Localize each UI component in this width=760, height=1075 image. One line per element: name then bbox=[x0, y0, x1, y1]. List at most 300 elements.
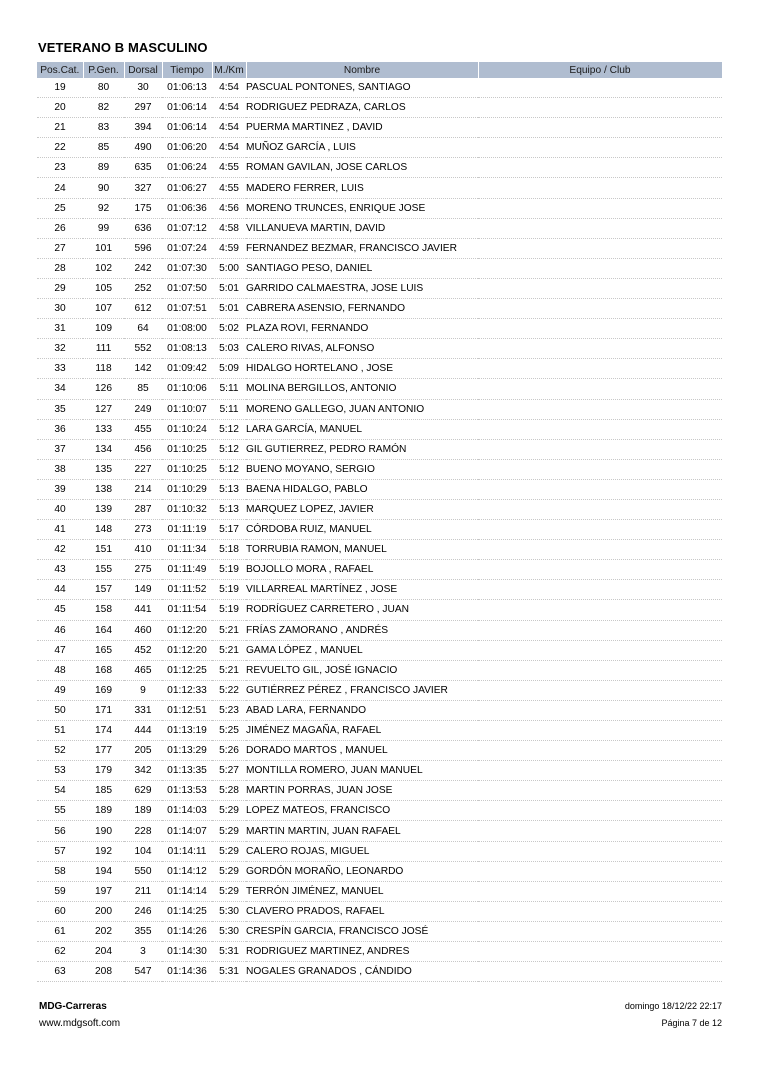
table-row bbox=[37, 761, 722, 781]
table-row bbox=[37, 479, 722, 499]
cell-equipo bbox=[478, 98, 722, 118]
cell-dorsal: 252 bbox=[124, 278, 162, 298]
cell-equipo bbox=[478, 962, 722, 982]
cell-nombre: MARTIN MARTIN, JUAN RAFAEL bbox=[246, 821, 478, 841]
cell-p-gen: 101 bbox=[83, 238, 124, 258]
cell-pos-cat: 46 bbox=[37, 620, 83, 640]
cell-equipo bbox=[478, 921, 722, 941]
cell-pos-cat: 33 bbox=[37, 359, 83, 379]
cell-pos-cat: 45 bbox=[37, 600, 83, 620]
cell-pos-cat: 59 bbox=[37, 881, 83, 901]
cell-pos-cat: 19 bbox=[37, 78, 83, 98]
cell-nombre: ROMAN GAVILAN, JOSE CARLOS bbox=[246, 158, 478, 178]
cell-ritmo: 5:12 bbox=[212, 459, 246, 479]
cell-nombre: SANTIAGO PESO, DANIEL bbox=[246, 258, 478, 278]
cell-nombre: CLAVERO PRADOS, RAFAEL bbox=[246, 901, 478, 921]
cell-nombre: GAMA LÓPEZ , MANUEL bbox=[246, 640, 478, 660]
cell-pos-cat: 22 bbox=[37, 138, 83, 158]
cell-dorsal: 104 bbox=[124, 841, 162, 861]
cell-ritmo: 5:21 bbox=[212, 640, 246, 660]
cell-tiempo: 01:11:49 bbox=[162, 560, 212, 580]
cell-tiempo: 01:12:20 bbox=[162, 620, 212, 640]
cell-tiempo: 01:14:12 bbox=[162, 861, 212, 881]
cell-tiempo: 01:13:35 bbox=[162, 761, 212, 781]
cell-nombre: MARTIN PORRAS, JUAN JOSE bbox=[246, 781, 478, 801]
cell-equipo bbox=[478, 399, 722, 419]
cell-nombre: ABAD LARA, FERNANDO bbox=[246, 700, 478, 720]
cell-p-gen: 83 bbox=[83, 118, 124, 138]
cell-pos-cat: 20 bbox=[37, 98, 83, 118]
cell-pos-cat: 61 bbox=[37, 921, 83, 941]
cell-tiempo: 01:06:13 bbox=[162, 78, 212, 98]
cell-pos-cat: 24 bbox=[37, 178, 83, 198]
cell-equipo bbox=[478, 841, 722, 861]
cell-dorsal: 85 bbox=[124, 379, 162, 399]
cell-p-gen: 85 bbox=[83, 138, 124, 158]
cell-pos-cat: 52 bbox=[37, 741, 83, 761]
cell-equipo bbox=[478, 319, 722, 339]
cell-dorsal: 246 bbox=[124, 901, 162, 921]
cell-dorsal: 452 bbox=[124, 640, 162, 660]
cell-ritmo: 5:23 bbox=[212, 700, 246, 720]
table-row bbox=[37, 721, 722, 741]
cell-equipo bbox=[478, 721, 722, 741]
table-row bbox=[37, 801, 722, 821]
cell-dorsal: 547 bbox=[124, 962, 162, 982]
cell-dorsal: 228 bbox=[124, 821, 162, 841]
cell-p-gen: 105 bbox=[83, 278, 124, 298]
table-row bbox=[37, 881, 722, 901]
cell-p-gen: 174 bbox=[83, 721, 124, 741]
cell-p-gen: 190 bbox=[83, 821, 124, 841]
cell-ritmo: 5:25 bbox=[212, 721, 246, 741]
cell-nombre: BAENA HIDALGO, PABLO bbox=[246, 479, 478, 499]
cell-dorsal: 64 bbox=[124, 319, 162, 339]
cell-equipo bbox=[478, 78, 722, 98]
cell-tiempo: 01:11:52 bbox=[162, 580, 212, 600]
cell-dorsal: 596 bbox=[124, 238, 162, 258]
cell-p-gen: 138 bbox=[83, 479, 124, 499]
cell-nombre: GARRIDO CALMAESTRA, JOSE LUIS bbox=[246, 278, 478, 298]
cell-p-gen: 194 bbox=[83, 861, 124, 881]
table-row bbox=[37, 319, 722, 339]
cell-nombre: MARQUEZ LOPEZ, JAVIER bbox=[246, 499, 478, 519]
cell-dorsal: 331 bbox=[124, 700, 162, 720]
cell-p-gen: 82 bbox=[83, 98, 124, 118]
cell-tiempo: 01:07:12 bbox=[162, 218, 212, 238]
cell-ritmo: 5:00 bbox=[212, 258, 246, 278]
cell-p-gen: 171 bbox=[83, 700, 124, 720]
table-row bbox=[37, 942, 722, 962]
cell-tiempo: 01:06:14 bbox=[162, 98, 212, 118]
cell-nombre: TERRÓN JIMÉNEZ, MANUEL bbox=[246, 881, 478, 901]
cell-equipo bbox=[478, 278, 722, 298]
table-row bbox=[37, 600, 722, 620]
cell-nombre: JIMÉNEZ MAGAÑA, RAFAEL bbox=[246, 721, 478, 741]
cell-pos-cat: 54 bbox=[37, 781, 83, 801]
cell-ritmo: 5:29 bbox=[212, 841, 246, 861]
cell-tiempo: 01:14:03 bbox=[162, 801, 212, 821]
cell-tiempo: 01:12:20 bbox=[162, 640, 212, 660]
cell-ritmo: 4:56 bbox=[212, 198, 246, 218]
cell-nombre: MORENO GALLEGO, JUAN ANTONIO bbox=[246, 399, 478, 419]
cell-p-gen: 165 bbox=[83, 640, 124, 660]
cell-p-gen: 169 bbox=[83, 680, 124, 700]
cell-dorsal: 635 bbox=[124, 158, 162, 178]
table-row bbox=[37, 620, 722, 640]
table-row bbox=[37, 218, 722, 238]
cell-dorsal: 214 bbox=[124, 479, 162, 499]
cell-nombre: MONTILLA ROMERO, JUAN MANUEL bbox=[246, 761, 478, 781]
cell-nombre: BUENO MOYANO, SERGIO bbox=[246, 459, 478, 479]
cell-ritmo: 5:13 bbox=[212, 479, 246, 499]
cell-dorsal: 9 bbox=[124, 680, 162, 700]
cell-tiempo: 01:06:36 bbox=[162, 198, 212, 218]
cell-pos-cat: 31 bbox=[37, 319, 83, 339]
cell-nombre: VILLARREAL MARTÍNEZ , JOSE bbox=[246, 580, 478, 600]
cell-ritmo: 4:59 bbox=[212, 238, 246, 258]
table-row bbox=[37, 680, 722, 700]
cell-p-gen: 164 bbox=[83, 620, 124, 640]
cell-equipo bbox=[478, 560, 722, 580]
cell-pos-cat: 34 bbox=[37, 379, 83, 399]
cell-ritmo: 5:12 bbox=[212, 439, 246, 459]
table-row bbox=[37, 520, 722, 540]
cell-dorsal: 30 bbox=[124, 78, 162, 98]
col-equipo: Equipo / Club bbox=[478, 62, 722, 78]
cell-nombre: NOGALES GRANADOS , CÁNDIDO bbox=[246, 962, 478, 982]
table-row bbox=[37, 921, 722, 941]
cell-nombre: CÓRDOBA RUIZ, MANUEL bbox=[246, 520, 478, 540]
cell-dorsal: 410 bbox=[124, 540, 162, 560]
cell-dorsal: 249 bbox=[124, 399, 162, 419]
cell-nombre: CABRERA ASENSIO, FERNANDO bbox=[246, 299, 478, 319]
cell-equipo bbox=[478, 881, 722, 901]
table-row bbox=[37, 238, 722, 258]
cell-ritmo: 5:17 bbox=[212, 520, 246, 540]
cell-nombre: RODRÍGUEZ CARRETERO , JUAN bbox=[246, 600, 478, 620]
cell-ritmo: 4:54 bbox=[212, 118, 246, 138]
cell-nombre: CALERO RIVAS, ALFONSO bbox=[246, 339, 478, 359]
cell-nombre: REVUELTO GIL, JOSÉ IGNACIO bbox=[246, 660, 478, 680]
cell-dorsal: 273 bbox=[124, 520, 162, 540]
cell-dorsal: 149 bbox=[124, 580, 162, 600]
cell-tiempo: 01:06:20 bbox=[162, 138, 212, 158]
cell-nombre: PUERMA MARTINEZ , DAVID bbox=[246, 118, 478, 138]
col-ritmo: M./Km bbox=[212, 62, 246, 78]
cell-nombre: GIL GUTIERREZ, PEDRO RAMÓN bbox=[246, 439, 478, 459]
cell-pos-cat: 53 bbox=[37, 761, 83, 781]
cell-pos-cat: 49 bbox=[37, 680, 83, 700]
cell-equipo bbox=[478, 801, 722, 821]
cell-dorsal: 211 bbox=[124, 881, 162, 901]
cell-tiempo: 01:11:54 bbox=[162, 600, 212, 620]
cell-dorsal: 550 bbox=[124, 861, 162, 881]
table-row bbox=[37, 499, 722, 519]
cell-pos-cat: 60 bbox=[37, 901, 83, 921]
cell-p-gen: 177 bbox=[83, 741, 124, 761]
cell-pos-cat: 27 bbox=[37, 238, 83, 258]
cell-ritmo: 4:55 bbox=[212, 178, 246, 198]
table-row bbox=[37, 118, 722, 138]
cell-p-gen: 102 bbox=[83, 258, 124, 278]
cell-nombre: FERNANDEZ BEZMAR, FRANCISCO JAVIER bbox=[246, 238, 478, 258]
cell-pos-cat: 28 bbox=[37, 258, 83, 278]
cell-pos-cat: 44 bbox=[37, 580, 83, 600]
cell-tiempo: 01:13:29 bbox=[162, 741, 212, 761]
cell-dorsal: 287 bbox=[124, 499, 162, 519]
cell-tiempo: 01:07:24 bbox=[162, 238, 212, 258]
cell-nombre: PLAZA ROVI, FERNANDO bbox=[246, 319, 478, 339]
cell-tiempo: 01:07:50 bbox=[162, 278, 212, 298]
cell-p-gen: 127 bbox=[83, 399, 124, 419]
cell-dorsal: 394 bbox=[124, 118, 162, 138]
cell-tiempo: 01:13:53 bbox=[162, 781, 212, 801]
table-row bbox=[37, 560, 722, 580]
cell-p-gen: 189 bbox=[83, 801, 124, 821]
cell-ritmo: 5:19 bbox=[212, 580, 246, 600]
table-row bbox=[37, 821, 722, 841]
cell-p-gen: 185 bbox=[83, 781, 124, 801]
cell-dorsal: 275 bbox=[124, 560, 162, 580]
cell-p-gen: 109 bbox=[83, 319, 124, 339]
cell-equipo bbox=[478, 821, 722, 841]
cell-equipo bbox=[478, 700, 722, 720]
table-row bbox=[37, 640, 722, 660]
cell-p-gen: 157 bbox=[83, 580, 124, 600]
cell-tiempo: 01:14:14 bbox=[162, 881, 212, 901]
cell-pos-cat: 29 bbox=[37, 278, 83, 298]
cell-p-gen: 148 bbox=[83, 520, 124, 540]
cell-equipo bbox=[478, 459, 722, 479]
cell-ritmo: 5:21 bbox=[212, 620, 246, 640]
cell-dorsal: 456 bbox=[124, 439, 162, 459]
cell-tiempo: 01:12:25 bbox=[162, 660, 212, 680]
footer-url: www.mdgsoft.com bbox=[39, 1018, 121, 1029]
cell-dorsal: 460 bbox=[124, 620, 162, 640]
cell-pos-cat: 48 bbox=[37, 660, 83, 680]
table-row bbox=[37, 781, 722, 801]
cell-equipo bbox=[478, 359, 722, 379]
cell-equipo bbox=[478, 118, 722, 138]
cell-nombre: GORDÓN MORAÑO, LEONARDO bbox=[246, 861, 478, 881]
category-title: VETERANO B MASCULINO bbox=[38, 40, 208, 55]
cell-tiempo: 01:09:42 bbox=[162, 359, 212, 379]
cell-dorsal: 552 bbox=[124, 339, 162, 359]
cell-tiempo: 01:13:19 bbox=[162, 721, 212, 741]
cell-tiempo: 01:10:32 bbox=[162, 499, 212, 519]
col-nombre: Nombre bbox=[246, 62, 478, 78]
cell-pos-cat: 42 bbox=[37, 540, 83, 560]
cell-pos-cat: 21 bbox=[37, 118, 83, 138]
cell-ritmo: 5:31 bbox=[212, 962, 246, 982]
cell-p-gen: 151 bbox=[83, 540, 124, 560]
cell-pos-cat: 30 bbox=[37, 299, 83, 319]
cell-p-gen: 89 bbox=[83, 158, 124, 178]
cell-tiempo: 01:08:00 bbox=[162, 319, 212, 339]
cell-p-gen: 192 bbox=[83, 841, 124, 861]
col-tiempo: Tiempo bbox=[162, 62, 212, 78]
cell-dorsal: 636 bbox=[124, 218, 162, 238]
cell-equipo bbox=[478, 901, 722, 921]
cell-ritmo: 5:11 bbox=[212, 399, 246, 419]
cell-equipo bbox=[478, 620, 722, 640]
cell-ritmo: 5:18 bbox=[212, 540, 246, 560]
cell-tiempo: 01:06:14 bbox=[162, 118, 212, 138]
cell-equipo bbox=[478, 580, 722, 600]
cell-pos-cat: 51 bbox=[37, 721, 83, 741]
table-row bbox=[37, 861, 722, 881]
cell-tiempo: 01:11:34 bbox=[162, 540, 212, 560]
cell-p-gen: 200 bbox=[83, 901, 124, 921]
cell-p-gen: 99 bbox=[83, 218, 124, 238]
cell-equipo bbox=[478, 680, 722, 700]
cell-tiempo: 01:10:25 bbox=[162, 459, 212, 479]
cell-pos-cat: 25 bbox=[37, 198, 83, 218]
table-row bbox=[37, 580, 722, 600]
cell-p-gen: 126 bbox=[83, 379, 124, 399]
cell-p-gen: 204 bbox=[83, 942, 124, 962]
cell-equipo bbox=[478, 158, 722, 178]
table-row bbox=[37, 841, 722, 861]
cell-p-gen: 139 bbox=[83, 499, 124, 519]
cell-nombre: RODRIGUEZ PEDRAZA, CARLOS bbox=[246, 98, 478, 118]
table-row bbox=[37, 962, 722, 982]
cell-dorsal: 441 bbox=[124, 600, 162, 620]
cell-tiempo: 01:07:51 bbox=[162, 299, 212, 319]
header-row bbox=[37, 62, 722, 78]
cell-dorsal: 242 bbox=[124, 258, 162, 278]
table-row bbox=[37, 379, 722, 399]
cell-equipo bbox=[478, 600, 722, 620]
cell-tiempo: 01:07:30 bbox=[162, 258, 212, 278]
cell-dorsal: 3 bbox=[124, 942, 162, 962]
table-row bbox=[37, 419, 722, 439]
cell-tiempo: 01:10:25 bbox=[162, 439, 212, 459]
cell-equipo bbox=[478, 479, 722, 499]
cell-ritmo: 4:55 bbox=[212, 158, 246, 178]
cell-p-gen: 158 bbox=[83, 600, 124, 620]
cell-equipo bbox=[478, 299, 722, 319]
cell-ritmo: 4:58 bbox=[212, 218, 246, 238]
table-row bbox=[37, 660, 722, 680]
table-row bbox=[37, 299, 722, 319]
cell-ritmo: 5:12 bbox=[212, 419, 246, 439]
cell-equipo bbox=[478, 861, 722, 881]
cell-ritmo: 4:54 bbox=[212, 98, 246, 118]
cell-equipo bbox=[478, 198, 722, 218]
cell-ritmo: 5:29 bbox=[212, 861, 246, 881]
cell-nombre: MADERO FERRER, LUIS bbox=[246, 178, 478, 198]
cell-dorsal: 355 bbox=[124, 921, 162, 941]
cell-pos-cat: 39 bbox=[37, 479, 83, 499]
cell-pos-cat: 43 bbox=[37, 560, 83, 580]
cell-tiempo: 01:06:24 bbox=[162, 158, 212, 178]
table-row bbox=[37, 278, 722, 298]
results-table bbox=[37, 62, 723, 982]
cell-dorsal: 205 bbox=[124, 741, 162, 761]
footer-date: domingo 18/12/22 22:17 bbox=[624, 1001, 722, 1011]
cell-p-gen: 107 bbox=[83, 299, 124, 319]
cell-tiempo: 01:10:06 bbox=[162, 379, 212, 399]
cell-pos-cat: 47 bbox=[37, 640, 83, 660]
cell-equipo bbox=[478, 439, 722, 459]
cell-dorsal: 142 bbox=[124, 359, 162, 379]
cell-equipo bbox=[478, 520, 722, 540]
cell-pos-cat: 38 bbox=[37, 459, 83, 479]
cell-tiempo: 01:14:26 bbox=[162, 921, 212, 941]
cell-tiempo: 01:08:13 bbox=[162, 339, 212, 359]
cell-equipo bbox=[478, 379, 722, 399]
cell-pos-cat: 23 bbox=[37, 158, 83, 178]
cell-nombre: GUTIÉRREZ PÉREZ , FRANCISCO JAVIER bbox=[246, 680, 478, 700]
table-row bbox=[37, 700, 722, 720]
col-p-gen: P.Gen. bbox=[83, 62, 124, 78]
footer-page-number: Página 7 de 12 bbox=[661, 1018, 722, 1028]
cell-tiempo: 01:10:24 bbox=[162, 419, 212, 439]
table-row bbox=[37, 78, 722, 98]
cell-pos-cat: 50 bbox=[37, 700, 83, 720]
cell-pos-cat: 41 bbox=[37, 520, 83, 540]
cell-pos-cat: 35 bbox=[37, 399, 83, 419]
cell-pos-cat: 57 bbox=[37, 841, 83, 861]
cell-pos-cat: 63 bbox=[37, 962, 83, 982]
cell-nombre: DORADO MARTOS , MANUEL bbox=[246, 741, 478, 761]
cell-p-gen: 134 bbox=[83, 439, 124, 459]
cell-p-gen: 80 bbox=[83, 78, 124, 98]
cell-ritmo: 5:26 bbox=[212, 741, 246, 761]
col-pos-cat: Pos.Cat. bbox=[37, 62, 83, 78]
cell-ritmo: 5:22 bbox=[212, 680, 246, 700]
cell-pos-cat: 62 bbox=[37, 942, 83, 962]
cell-dorsal: 227 bbox=[124, 459, 162, 479]
cell-equipo bbox=[478, 499, 722, 519]
cell-pos-cat: 58 bbox=[37, 861, 83, 881]
cell-tiempo: 01:12:51 bbox=[162, 700, 212, 720]
cell-ritmo: 5:28 bbox=[212, 781, 246, 801]
cell-nombre: RODRIGUEZ MARTINEZ, ANDRES bbox=[246, 942, 478, 962]
cell-equipo bbox=[478, 339, 722, 359]
cell-p-gen: 202 bbox=[83, 921, 124, 941]
cell-ritmo: 5:09 bbox=[212, 359, 246, 379]
table-row bbox=[37, 198, 722, 218]
cell-p-gen: 135 bbox=[83, 459, 124, 479]
table-row bbox=[37, 98, 722, 118]
cell-nombre: TORRUBIA RAMON, MANUEL bbox=[246, 540, 478, 560]
cell-tiempo: 01:14:36 bbox=[162, 962, 212, 982]
cell-dorsal: 490 bbox=[124, 138, 162, 158]
cell-dorsal: 612 bbox=[124, 299, 162, 319]
cell-tiempo: 01:14:07 bbox=[162, 821, 212, 841]
cell-dorsal: 455 bbox=[124, 419, 162, 439]
cell-ritmo: 5:19 bbox=[212, 560, 246, 580]
cell-ritmo: 5:29 bbox=[212, 881, 246, 901]
cell-equipo bbox=[478, 258, 722, 278]
cell-dorsal: 444 bbox=[124, 721, 162, 741]
cell-pos-cat: 26 bbox=[37, 218, 83, 238]
cell-dorsal: 465 bbox=[124, 660, 162, 680]
cell-nombre: LARA GARCÍA, MANUEL bbox=[246, 419, 478, 439]
cell-nombre: FRÍAS ZAMORANO , ANDRÉS bbox=[246, 620, 478, 640]
cell-ritmo: 5:21 bbox=[212, 660, 246, 680]
cell-nombre: LOPEZ MATEOS, FRANCISCO bbox=[246, 801, 478, 821]
table-row bbox=[37, 258, 722, 278]
table-row bbox=[37, 399, 722, 419]
cell-tiempo: 01:12:33 bbox=[162, 680, 212, 700]
cell-p-gen: 168 bbox=[83, 660, 124, 680]
cell-tiempo: 01:10:07 bbox=[162, 399, 212, 419]
cell-dorsal: 175 bbox=[124, 198, 162, 218]
